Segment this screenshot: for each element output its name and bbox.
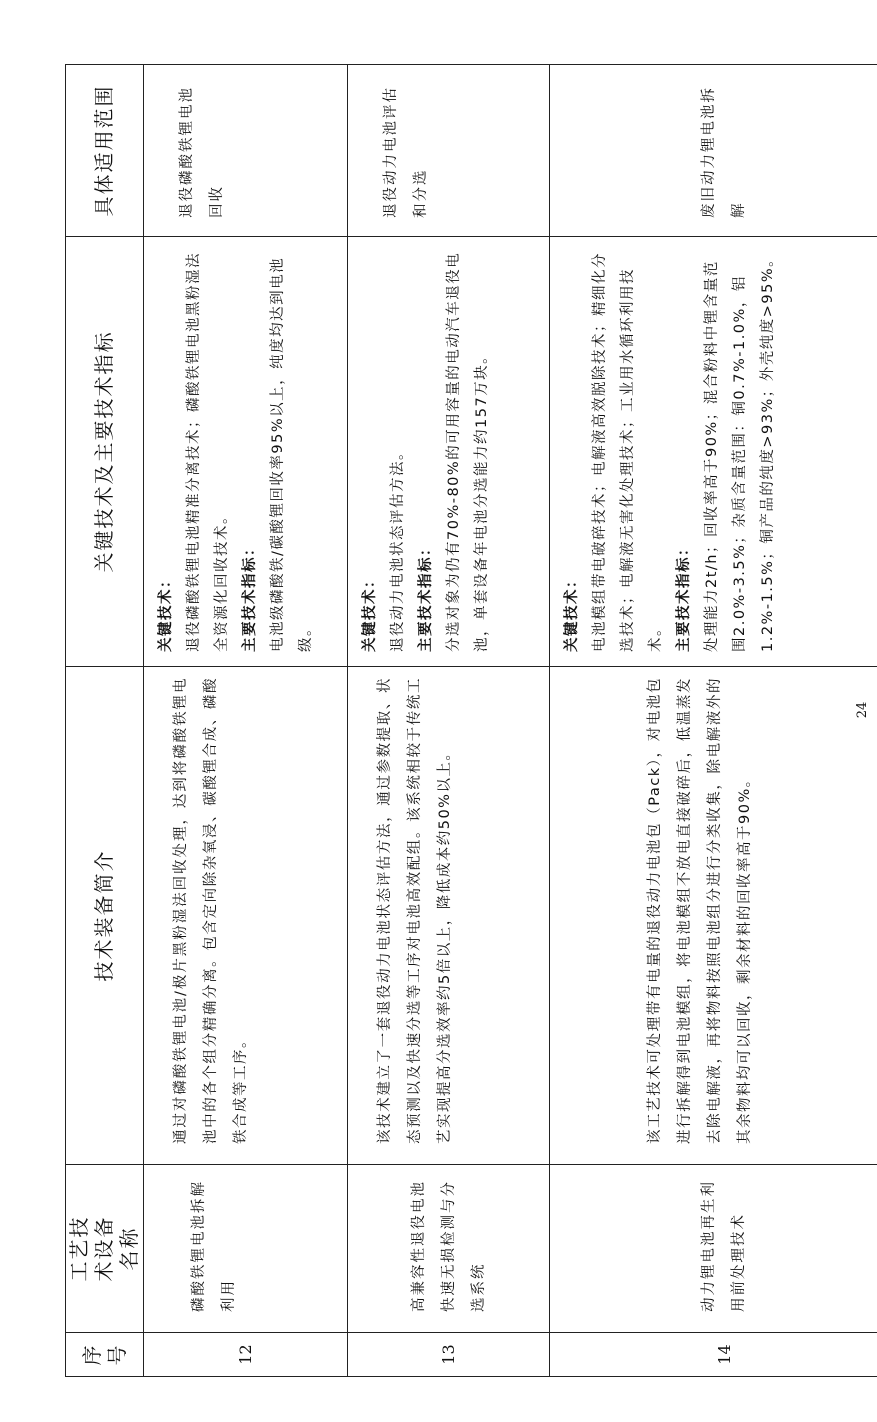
index-text: 电池级磷酸铁/碳酸锂回收率95%以上，纯度均达到电池级。 (270, 256, 314, 652)
header-scope: 具体适用范围 (66, 65, 144, 237)
key-tech-label: 关键技术： (564, 572, 580, 652)
row-name: 动力锂电池再生利用前处理技术 (550, 1165, 877, 1333)
header-intro: 技术装备简介 (66, 667, 144, 1165)
row-key-tech (550, 237, 877, 667)
table-row (144, 65, 348, 1377)
row-name: 高兼容性退役电池快速无损检测与分选系统 (348, 1165, 550, 1333)
table-row (348, 65, 550, 1377)
row-seq: 12 (144, 1333, 348, 1377)
row-seq: 13 (348, 1333, 550, 1377)
row-key-tech (144, 237, 348, 667)
index-label: 主要技术指标： (676, 540, 692, 652)
key-tech-text: 电池模组带电破碎技术；电解液高效脱除技术；精细化分选技术；电解液无害化处理技术；工业用水循环利用技术。 (592, 252, 664, 652)
technology-table (65, 64, 877, 1377)
table-header-row (66, 65, 144, 1377)
row-name: 磷酸铁锂电池拆解利用 (144, 1165, 348, 1333)
index-label: 主要技术指标： (242, 540, 258, 652)
row-intro: 该技术建立了一套退役动力电池状态评估方法，通过参数提取、状态预测以及快速分选等工序对电池高效配组。该系统相较于传统工艺实现提高分选效率约5倍以上，降低成本约50%以上。 (348, 667, 550, 1165)
index-label: 主要技术指标： (418, 540, 434, 652)
header-key-tech: 关键技术及主要技术指标 (66, 237, 144, 667)
row-seq: 14 (550, 1333, 877, 1377)
row-scope: 废旧动力锂电池拆解 (550, 65, 877, 237)
header-name: 工艺技术设备名称 (66, 1165, 144, 1333)
index-text: 分选对象为仍有70%-80%的可用容量的电动汽车退役电池，单套设备年电池分选能力约157万块。 (446, 251, 490, 652)
key-tech-label: 关键技术： (158, 572, 174, 652)
header-seq: 序号 (66, 1333, 144, 1377)
key-tech-label: 关键技术： (362, 572, 378, 652)
index-text: 处理能力2t/h；回收率高于90%；混合粉料中锂含量范围2.0%-3.5%；杂质含量范围：铜0.7%-1.0%，铝1.2%-1.5%；铜产品的纯度>93%；外壳纯度>95%。 (704, 250, 776, 652)
row-intro: 该工艺技术可处理带有电量的退役动力电池包（Pack），对电池包进行拆解得到电池模组，将电池模组不放电直接破碎后，低温蒸发去除电解液，再将物料按照电池组分进行分类收集，除电解液外的其余物料均可以回收，剩余材料的回收率高于90%。 (550, 667, 877, 1165)
key-tech-text: 退役动力电池状态评估方法。 (390, 444, 406, 652)
key-tech-text: 退役磷酸铁锂电池精准分离技术；磷酸铁锂电池黑粉湿法全资源化回收技术。 (186, 252, 230, 652)
page-number: 24 (855, 701, 870, 719)
row-scope: 退役动力电池评估和分选 (348, 65, 550, 237)
row-key-tech (348, 237, 550, 667)
row-intro: 通过对磷酸铁锂电池/极片黑粉湿法回收处理，达到将磷酸铁锂电池中的各个组分精确分离。包含定向除杂氧浸、碳酸锂合成、磷酸铁合成等工序。 (144, 667, 348, 1165)
row-scope: 退役磷酸铁锂电池回收 (144, 65, 348, 237)
table-row (550, 65, 877, 1377)
